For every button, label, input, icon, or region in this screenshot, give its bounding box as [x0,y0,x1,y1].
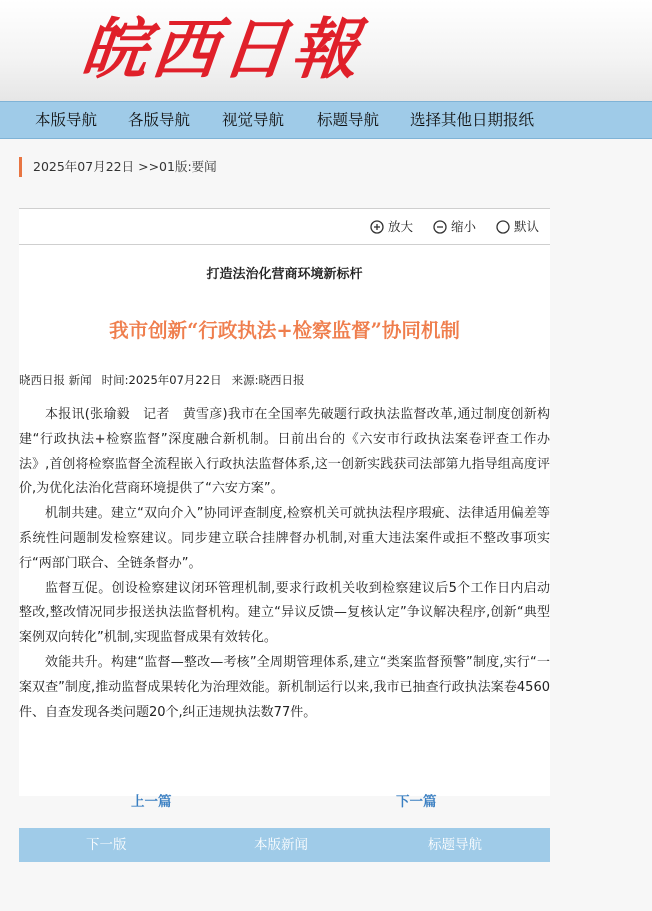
article-meta [19,372,314,388]
zoom-in-button[interactable] [370,219,413,235]
zoom-out-label: 缩小 [451,219,477,234]
masthead [0,0,652,101]
nav-other-dates[interactable]: 选择其他日期报纸 [410,111,535,129]
article-body [19,403,550,725]
default-size-button[interactable] [496,219,539,235]
plus-circle-icon [370,220,384,234]
article [19,245,550,810]
article-paragraph: 机制共建。建立“双向介入”协同评查制度,检察机关可就执法程序瑕疵、法律适用偏差等系统性问题制发检察建议。同步建立联合挂牌督办机制,对重大违法案件或拒不整改事项实行“两部门联合、全链条督办”。 [19,506,550,571]
article-subtitle: 打造法治化营商环境新标杆 [206,267,363,282]
page-news-link[interactable]: 本版新闻 [254,837,308,853]
breadcrumb-date[interactable]: 2025年07月22日 [33,159,135,174]
article-headline: 我市创新“行政执法+检察监督”协同机制 [109,319,460,342]
title-nav-link[interactable]: 标题导航 [428,837,482,853]
zoom-out-button[interactable] [433,219,476,235]
default-size-label: 默认 [514,219,540,234]
breadcrumb-separator: >> [134,159,160,174]
prev-article-link[interactable]: 上一篇 [131,794,172,810]
nav-this-page[interactable]: 本版导航 [35,111,98,129]
next-article-link[interactable]: 下一篇 [396,794,437,810]
font-size-toolbar [19,208,550,245]
top-nav [0,101,652,139]
article-paragraph: 监督互促。创设检察建议闭环管理机制,要求行政机关收到检察建议后5个工作日内启动整改,整改情况同步报送执法监督机构。建立“异议反馈—复核认定”争议解决程序,创新“典型案例双向转化”机制,实现监督成果有效转化。 [19,580,550,646]
breadcrumb [19,157,217,177]
breadcrumb-section[interactable]: 01版:要闻 [159,159,217,174]
next-page-link[interactable]: 下一版 [86,837,127,853]
article-paragraph: 效能共升。构建“监督—整改—考核”全周期管理体系,建立“类案监督预警”制度,实行“一案双查”制度,推动监督成果转化为治理效能。新机制运行以来,我市已抽查行政执法案卷4560件、自查发现各类问题20个,纠正违规执法数77件。 [19,654,550,720]
newspaper-logo: 皖西日報 [77,10,367,88]
footer-nav [19,828,550,862]
zoom-in-label: 放大 [388,219,414,234]
nav-all-pages[interactable]: 各版导航 [128,111,191,129]
minus-circle-icon [433,220,447,234]
article-paragraph: 本报讯(张瑜毅 记者 黄雪彦)我市在全国率先破题行政执法监督改革,通过制度创新构建“行政执法+检察监督”深度融合新机制。日前出台的《六安市行政执法案卷评查工作办法》,首创将检察监督全流程嵌入行政执法监督体系,这一创新实践获司法部第九指导组高度评价,为优化法治化营商环境提供了“六安方案”。 [19,407,550,497]
meta-source: 晓西日报 新闻 [19,373,92,387]
meta-time: 时间:2025年07月22日 [101,373,222,387]
nav-visual[interactable]: 视觉导航 [222,111,285,129]
meta-origin: 来源:晓西日报 [231,373,305,387]
nav-titles[interactable]: 标题导航 [317,111,380,129]
circle-icon [496,220,510,234]
